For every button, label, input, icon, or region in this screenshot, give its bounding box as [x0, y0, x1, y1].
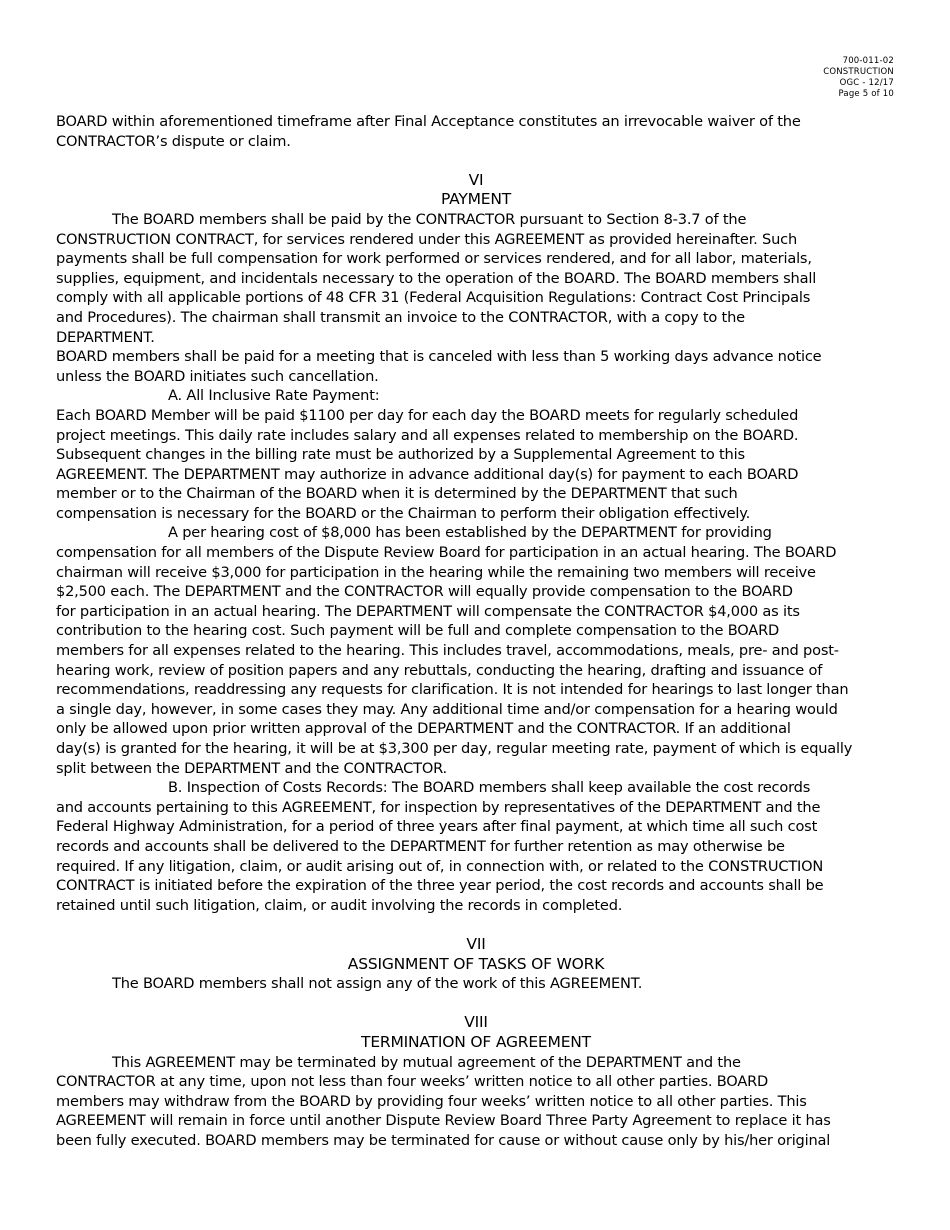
text-line: AGREEMENT. The DEPARTMENT may authorize in advance additional day(s) for payment to each BOARD: [56, 465, 799, 483]
text-line: The BOARD members shall not assign any of the work of this AGREEMENT.: [112, 975, 643, 993]
text-line: and Procedures). The chairman shall transmit an invoice to the CONTRACTOR, with a copy to the: [56, 308, 745, 326]
text-line: Each BOARD Member will be paid $1100 per day for each day the BOARD meets for regularly scheduled: [56, 406, 799, 424]
section-payment: [56, 171, 896, 916]
text-line: supplies, equipment, and incidentals necessary to the operation of the BOARD. The BOARD members shall: [56, 269, 817, 287]
text-line: records and accounts shall be delivered to the DEPARTMENT for further retention as may otherwise be: [56, 837, 785, 855]
text-line: CONTRACT is initiated before the expiration of the three year period, the cost records and accounts shall be: [56, 877, 824, 895]
text-line: recommendations, readdressing any requests for clarification. It is not intended for hearings to last longer than: [56, 681, 849, 699]
text-line: hearing work, review of position papers and any rebuttals, conducting the hearing, drafting and issuance of: [56, 661, 823, 679]
text-line: retained until such litigation, claim, or audit involving the records in completed.: [56, 896, 623, 914]
section-title: ASSIGNMENT OF TASKS OF WORK: [347, 954, 605, 973]
section-number: VIII: [464, 1013, 488, 1032]
text-line: $2,500 each. The DEPARTMENT and the CONTRACTOR will equally provide compensation to the BOARD: [56, 583, 793, 601]
text-line: Federal Highway Administration, for a period of three years after final payment, at which time all such cost: [56, 818, 818, 836]
section-number: VII: [466, 934, 486, 953]
subheading: A. All Inclusive Rate Payment:: [168, 387, 380, 405]
text-line: member or to the Chairman of the BOARD when it is determined by the DEPARTMENT that such: [56, 485, 738, 503]
paragraph: [56, 1053, 896, 1151]
paragraph: [56, 210, 896, 347]
text-line: and accounts pertaining to this AGREEMENT, for inspection by representatives of the DEPARTMENT and the: [56, 798, 821, 816]
form-number: 700-011-02: [842, 56, 894, 66]
page-number: Page 5 of 10: [838, 89, 894, 99]
text-line: for participation in an actual hearing. The DEPARTMENT will compensate the CONTRACTOR $4,000 as its: [56, 602, 800, 620]
text-line: CONTRACTOR at any time, upon not less than four weeks’ written notice to all other parties. BOARD: [56, 1073, 769, 1091]
text-line: BOARD members shall be paid for a meeting that is canceled with less than 5 working days advance notice: [56, 348, 822, 366]
text-line: B. Inspection of Costs Records: The BOARD members shall keep available the cost records: [168, 779, 811, 797]
text-line: only be allowed upon prior written approval of the DEPARTMENT and the CONTRACTOR. If an additional: [56, 720, 791, 738]
text-line: chairman will receive $3,000 for participation in the hearing while the remaining two members will receive: [56, 563, 816, 581]
paragraph: [56, 347, 896, 386]
section-termination: [56, 1013, 896, 1150]
form-category: CONSTRUCTION: [823, 67, 894, 77]
text-line: compensation is necessary for the BOARD or the Chairman to perform their obligation effectively.: [56, 504, 751, 522]
subheading-rate-payment: [56, 386, 896, 406]
paragraph: [56, 523, 896, 778]
text-line: members for all expenses related to the hearing. This includes travel, accommodations, meals, pre- and post-: [56, 642, 839, 660]
intro-paragraph: [56, 112, 896, 151]
text-line: contribution to the hearing cost. Such payment will be full and complete compensation to the BOARD: [56, 622, 780, 640]
text-line: payments shall be full compensation for work performed or services rendered, and for all labor, materials,: [56, 250, 812, 268]
text-line: been fully executed. BOARD members may be terminated for cause or without cause only by his/her original: [56, 1131, 831, 1149]
text-line: CONSTRUCTION CONTRACT, for services rendered under this AGREEMENT as provided hereinafter. Such: [56, 230, 798, 248]
section-assignment: [56, 935, 896, 994]
section-title: PAYMENT: [440, 190, 512, 209]
text-line: unless the BOARD initiates such cancellation.: [56, 367, 379, 385]
text-line: required. If any litigation, claim, or audit arising out of, in connection with, or related to the CONSTRUCTION: [56, 857, 824, 875]
text-line: DEPARTMENT.: [56, 328, 155, 346]
text-line: The BOARD members shall be paid by the CONTRACTOR pursuant to Section 8-3.7 of the: [112, 210, 747, 228]
text-line: members may withdraw from the BOARD by providing four weeks’ written notice to all other parties. This: [56, 1092, 807, 1110]
text-line: A per hearing cost of $8,000 has been established by the DEPARTMENT for providing: [168, 524, 772, 542]
document-body: [56, 112, 896, 1150]
text-line: compensation for all members of the Dispute Review Board for participation in an actual hearing. The BOARD: [56, 544, 837, 562]
paragraph: [56, 974, 896, 994]
text-line: CONTRACTOR’s dispute or claim.: [56, 132, 291, 150]
text-line: split between the DEPARTMENT and the CONTRACTOR.: [56, 759, 447, 777]
paragraph: [56, 778, 896, 915]
text-line: project meetings. This daily rate includes salary and all expenses related to membership on the BOARD.: [56, 426, 799, 444]
form-office-date: OGC - 12/17: [839, 78, 894, 88]
text-line: Subsequent changes in the billing rate must be authorized by a Supplemental Agreement to this: [56, 446, 745, 464]
page-header: [823, 56, 894, 100]
section-title: TERMINATION OF AGREEMENT: [361, 1032, 591, 1051]
text-line: comply with all applicable portions of 48 CFR 31 (Federal Acquisition Regulations: Contract Cost Principals: [56, 289, 811, 307]
section-number: VI: [468, 170, 484, 189]
text-line: a single day, however, in some cases they may. Any additional time and/or compensation for a hearing would: [56, 700, 838, 718]
text-line: day(s) is granted for the hearing, it will be at $3,300 per day, regular meeting rate, payment of which is equally: [56, 740, 853, 757]
text-line: AGREEMENT will remain in force until another Dispute Review Board Three Party Agreement to replace it has: [56, 1112, 831, 1130]
paragraph: [56, 406, 896, 524]
text-line: BOARD within aforementioned timeframe after Final Acceptance constitutes an irrevocable waiver of the: [56, 113, 801, 130]
text-line: This AGREEMENT may be terminated by mutual agreement of the DEPARTMENT and the: [112, 1053, 741, 1071]
